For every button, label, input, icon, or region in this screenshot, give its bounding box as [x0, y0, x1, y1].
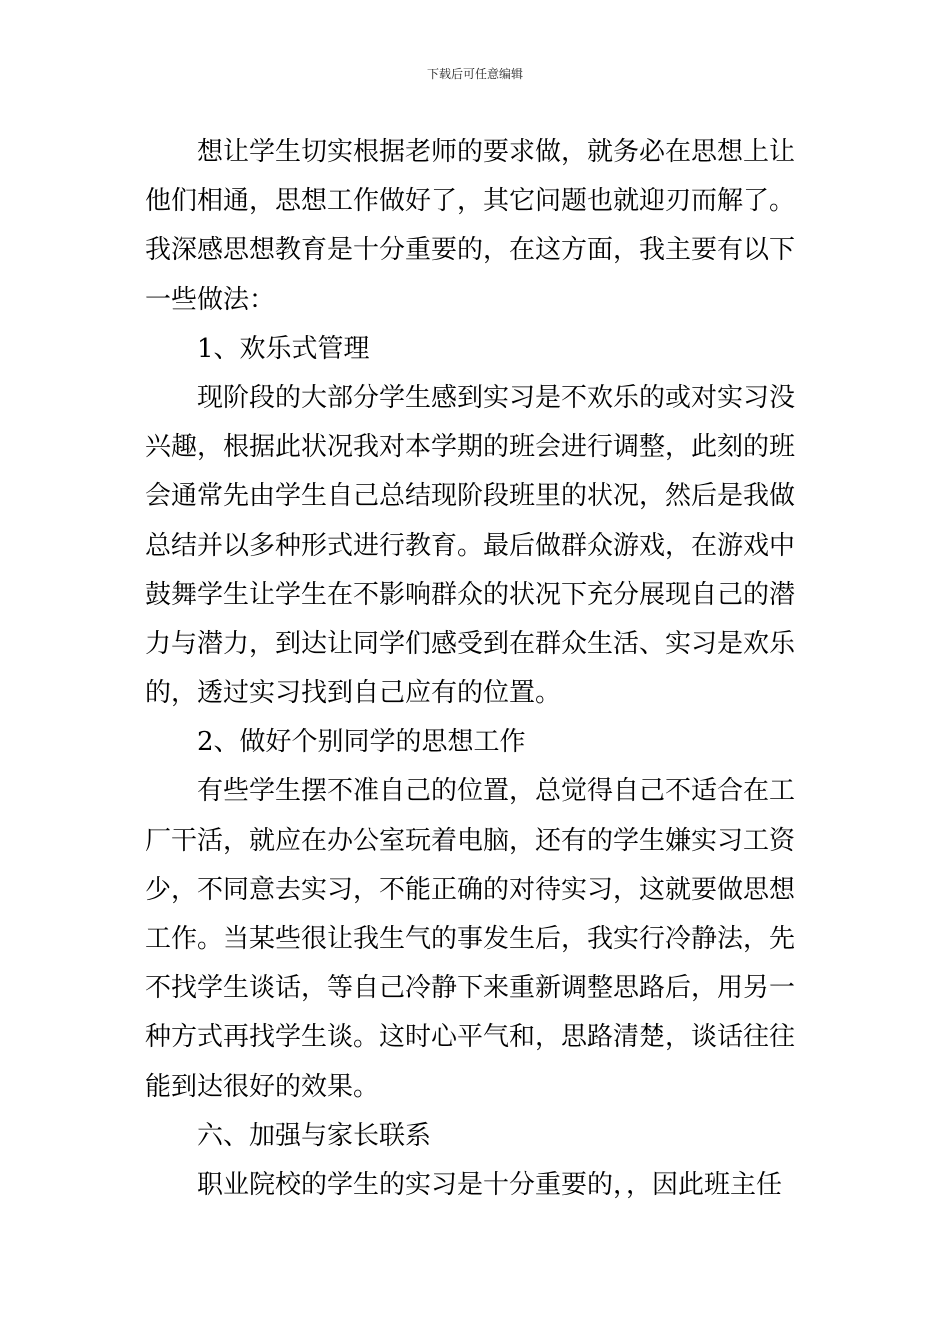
text-line: 六、加强与家长联系: [197, 1120, 432, 1151]
text-line: 力与潜力，到达让同学们感受到在群众生活、实习是欢乐: [145, 628, 796, 659]
text-line: 一些做法：: [145, 284, 276, 315]
text-line: 总结并以多种形式进行教育。最后做群众游戏，在游戏中: [145, 530, 796, 561]
text-line: 职业院校的学生的实习是十分重要的，，因此班主任: [197, 1169, 783, 1200]
page-header: 下载后可任意编辑: [426, 67, 523, 81]
text-line: 我深感思想教育是十分重要的，在这方面，我主要有以下: [145, 235, 796, 266]
text-line: 现阶段的大部分学生感到实习是不欢乐的或对实习没: [197, 382, 796, 413]
text-line: 能到达很好的效果。: [145, 1071, 380, 1102]
text-line: 2、做好个别同学的思想工作: [197, 727, 526, 758]
text-line: 他们相通，思想工作做好了，其它问题也就迎刃而解了。: [145, 186, 796, 217]
text-line: 会通常先由学生自己总结现阶段班里的状况，然后是我做: [145, 481, 796, 512]
text-line: 想让学生切实根据老师的要求做，就务必在思想上让: [197, 137, 796, 167]
text-line: 工作。当某些很让我生气的事发生后，我实行冷静法，先: [145, 924, 796, 954]
text-line: 有些学生摆不准自己的位置，总觉得自己不适合在工: [197, 776, 796, 807]
text-line: 鼓舞学生让学生在不影响群众的状况下充分展现自己的潜: [145, 579, 796, 610]
text-line: 厂干活，就应在办公室玩着电脑，还有的学生嫌实习工资: [145, 825, 796, 856]
text-line: 少，不同意去实习，不能正确的对待实习，这就要做思想: [145, 874, 796, 905]
document-body: [145, 128, 807, 1210]
text-line: 兴趣，根据此状况我对本学期的班会进行调整，此刻的班: [145, 432, 796, 463]
text-line: 1、欢乐式管理: [197, 333, 370, 364]
text-line: 不找学生谈话，等自己冷静下来重新调整思路后，用另一: [145, 973, 796, 1004]
text-line: 的，透过实习找到自己应有的位置。: [145, 678, 562, 709]
text-line: 种方式再找学生谈。这时心平气和，思路清楚，谈话往往: [145, 1022, 796, 1053]
